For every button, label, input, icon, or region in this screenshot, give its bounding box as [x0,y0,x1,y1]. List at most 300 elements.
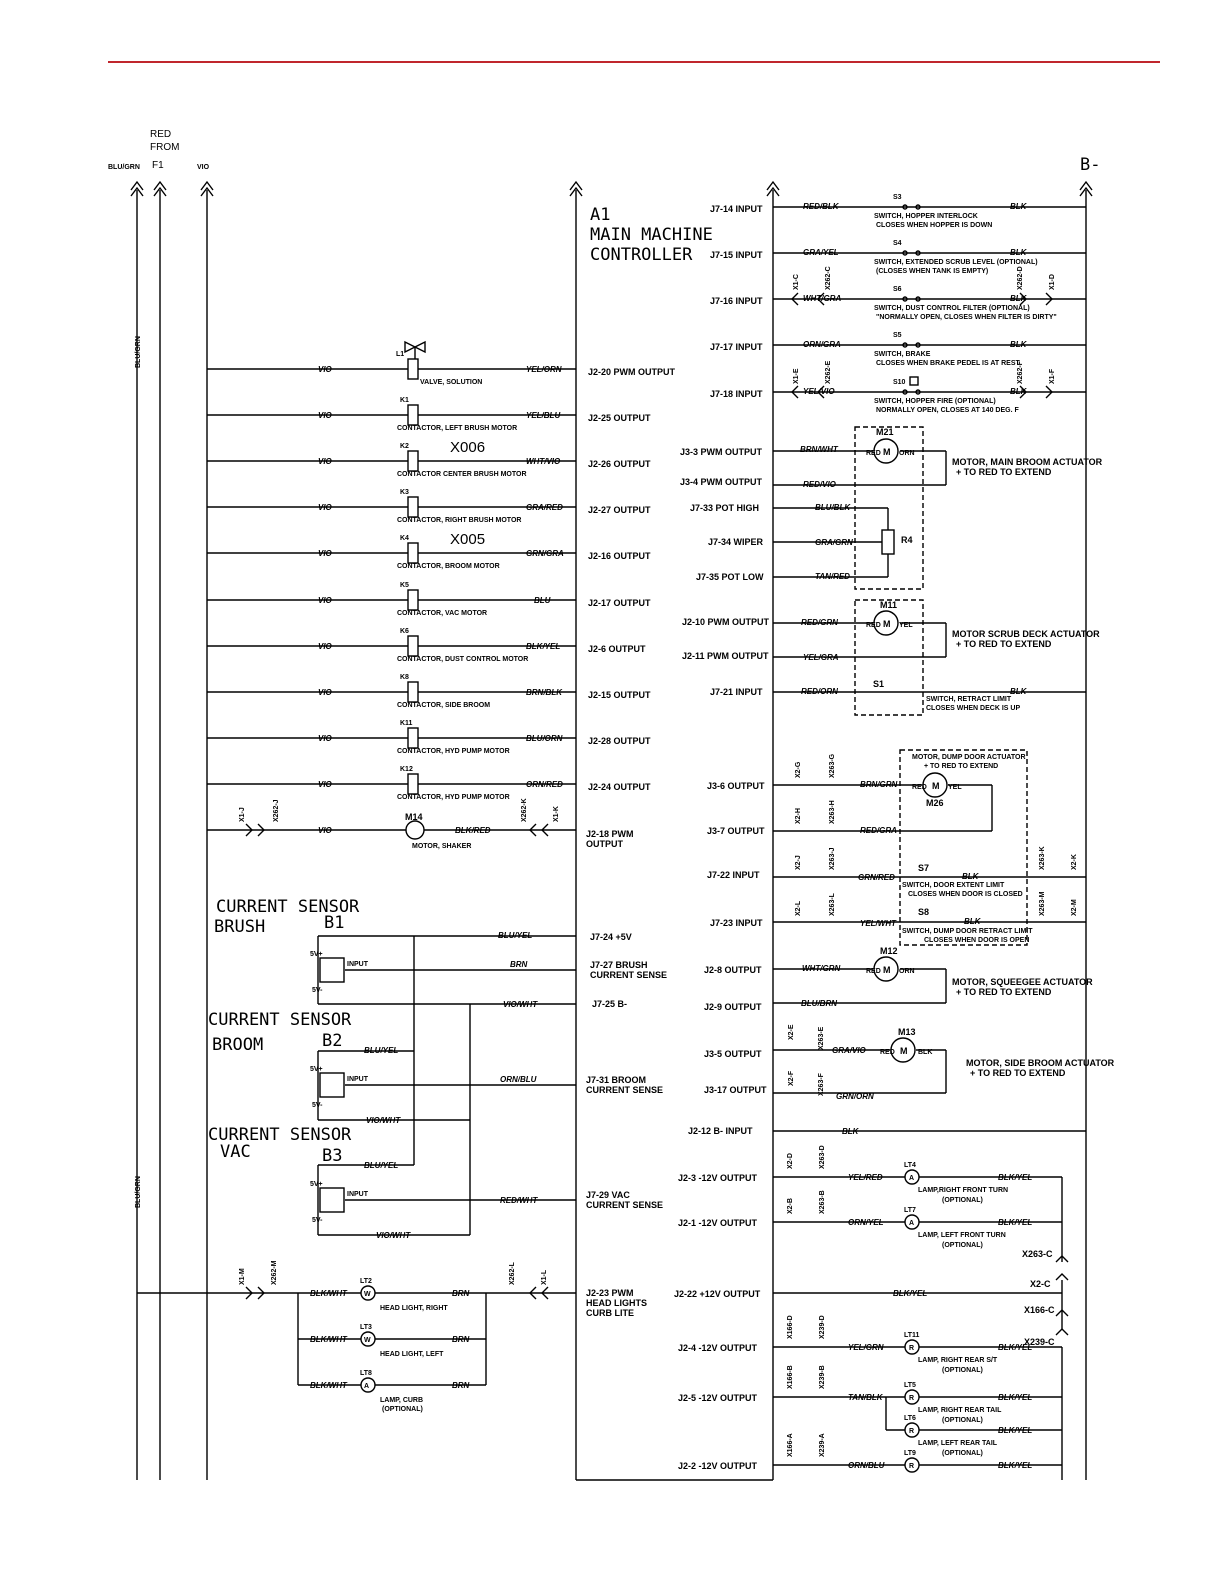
lamp-conn-1: X166-A [787,1433,794,1457]
m21-wire-2: RED/VIO [803,480,836,489]
controller-id: A1 [590,205,611,225]
vio-wire-label: VIO [318,549,332,558]
device-id: K2 [400,443,409,450]
device-id: K8 [400,674,409,681]
controller-output-label: J2-17 OUTPUT [588,598,651,608]
input-wire-left: YEL/VIO [803,387,835,396]
m11-wire-1: RED/GRN [801,618,838,627]
s8-desc-2: CLOSES WHEN DOOR IS OPEN [924,937,1030,944]
m13-red: RED [880,1049,895,1056]
s7-conn-2: X263-J [829,847,836,870]
switch-desc-1: SWITCH, HOPPER FIRE (OPTIONAL) [874,398,996,405]
vio-wire-label: VIO [318,642,332,651]
pot-wire-3: TAN/RED [815,572,850,581]
switch-desc-2: NORMALLY OPEN, CLOSES AT 140 DEG. F [876,407,1019,414]
switch-id: S3 [893,194,902,201]
lamp-output-label: J2-3 -12V OUTPUT [678,1173,758,1183]
device-id: K4 [400,535,409,542]
sensor-b1-title-2: BRUSH [214,917,266,937]
output-wire-label: BLK/YEL [526,642,561,651]
light-wire-in: BLK/WHT [310,1289,347,1298]
input-wire-left: WHT/GRA [803,294,842,303]
lamp-name: LAMP, RIGHT REAR S/T [918,1357,998,1364]
lamp-name: LAMP, LEFT FRONT TURN [918,1232,1006,1239]
controller-input-label: J7-18 INPUT [710,389,763,399]
conn-x262e: X262-E [825,360,832,384]
controller-output-label: J2-20 PWM OUTPUT [588,367,676,377]
s8-conn-3: X263-M [1039,891,1046,916]
conn-x1e: X1-E [793,368,800,384]
m21-desc-2: + TO RED TO EXTEND [956,467,1052,477]
lights-conn-x1l: X1-L [541,1269,548,1285]
switch-desc-1: SWITCH, DUST CONTROL FILTER (OPTIONAL) [874,305,1030,312]
switch-id: S5 [893,332,902,339]
s8-conn-1: X2-L [795,900,802,916]
sensor-b1-id: B1 [324,913,345,933]
light-optional: (OPTIONAL) [382,1406,423,1413]
light-wire-in: BLK/WHT [310,1381,347,1390]
s8-id: S8 [918,907,930,917]
conn-x2c: X2-C [1030,1279,1051,1289]
lamp-name: LAMP, RIGHT REAR TAIL [918,1407,1002,1414]
m26-conn-3: X2-H [795,808,802,824]
m11-id: M11 [880,600,898,610]
conn-x1f: X1-F [1049,368,1056,384]
lamp-id: LT7 [904,1207,916,1214]
m26-motor-m: M [932,781,940,791]
device-id: K11 [400,720,413,727]
s8-label: J7-23 INPUT [710,918,763,928]
s1-desc-2: CLOSES WHEN DECK IS UP [926,705,1021,712]
m26-yel: YEL [948,784,962,791]
m11-wire-2: YEL/GRA [803,653,839,662]
m26-desc-1: MOTOR, DUMP DOOR ACTUATOR [912,754,1026,761]
sensor-b1-title-1: CURRENT SENSOR [216,897,360,917]
input-wire-left: RED/BLK [803,202,839,211]
controller-input-label: J7-15 INPUT [710,250,763,260]
m13-desc-1: MOTOR, SIDE BROOM ACTUATOR [966,1058,1115,1068]
lamp-conn-1: X166-D [787,1315,794,1339]
sensor-b3-title-2: VAC [220,1142,251,1162]
light-id: LT3 [360,1324,372,1331]
shaker-conn-x262j: X262-J [273,799,280,822]
device-id: K5 [400,582,409,589]
bminus-input-label: J2-12 B- INPUT [688,1126,753,1136]
red-from-label-line2: FROM [150,142,180,153]
m21-id: M21 [876,427,894,437]
switch-id: S4 [893,240,902,247]
controller-output-label: J2-16 OUTPUT [588,551,651,561]
s7-wire-l: GRN/RED [858,873,895,882]
vio-wire-label: VIO [318,688,332,697]
s7-conn-4: X2-K [1071,854,1078,870]
m13-desc-2: + TO RED TO EXTEND [970,1068,1066,1078]
red-from-label-line1: RED [150,129,172,140]
sensor-b3-minus-wire: VIO/WHT [376,1231,411,1240]
switch-id: S10 [893,379,906,386]
lamp-output-label: J2-1 -12V OUTPUT [678,1218,758,1228]
m11-out-1: J2-10 PWM OUTPUT [682,617,770,627]
conn-x1c: X1-C [793,274,800,290]
shaker-conn-x1j: X1-J [239,807,246,822]
vio-wire-label: VIO [318,457,332,466]
m12-desc-2: + TO RED TO EXTEND [956,987,1052,997]
m12-id: M12 [880,946,898,956]
light-wire-in: BLK/WHT [310,1335,347,1344]
lights-label-1: J2-23 PWM [586,1288,634,1298]
bminus-sense-label: J7-25 B- [592,999,628,1009]
m21-motor-m: M [883,447,891,457]
m12-desc-1: MOTOR, SQUEEGEE ACTUATOR [952,977,1093,987]
shaker-output-label-2: OUTPUT [586,839,623,849]
device-id: K6 [400,628,409,635]
plus5-label: J7-24 +5V [590,932,632,942]
light-letter: W [364,1291,371,1298]
sensor-b2-plus-wire: BLU/YEL [364,1046,399,1055]
sensor-b2-id: B2 [322,1031,343,1051]
device-id: K12 [400,766,413,773]
lamp-optional: (OPTIONAL) [942,1417,983,1424]
m11-desc-2: + TO RED TO EXTEND [956,639,1052,649]
sensor-b2-title-1: CURRENT SENSOR [208,1010,352,1030]
lamp-wire-left: YEL/GRN [848,1343,884,1352]
sensor-b2-label-2: CURRENT SENSE [586,1085,664,1095]
lamp-conn-2: X239-D [819,1315,826,1339]
lamp-wire-right: BLK/YEL [998,1218,1033,1227]
option-mark-x005: X005 [450,531,486,548]
controller-name-line2: CONTROLLER [590,245,693,265]
sensor-b2-plus: 5V+ [310,1066,323,1073]
s7-desc-2: CLOSES WHEN DOOR IS CLOSED [908,891,1023,898]
plus12-wire: BLK/YEL [893,1289,928,1298]
m21-wire-1: BRN/WHT [800,445,838,454]
m13-conn-4: X263-F [818,1073,825,1096]
m13-conn-2: X263-E [818,1026,825,1050]
lamp-wire-right: BLK/YEL [998,1426,1033,1435]
plus12-label: J2-22 +12V OUTPUT [674,1289,761,1299]
m12-wire-2: BLU/BRN [801,999,837,1008]
m26-id: M26 [926,798,944,808]
output-wire-label: WHT/VIO [526,457,561,466]
lamp-id: LT11 [904,1332,920,1339]
input-wire-right: BLK [1010,294,1027,303]
device-id: K3 [400,489,409,496]
lamp-wire-left: ORN/YEL [848,1218,884,1227]
s7-label: J7-22 INPUT [707,870,760,880]
device-label: CONTACTOR, HYD PUMP MOTOR [397,794,510,801]
bminus-sense-wire: VIO/WHT [503,1000,538,1009]
sensor-b1-wire: BRN [510,960,528,969]
sensor-b3-plus: 5V+ [310,1181,323,1188]
m11-motor-m: M [883,619,891,629]
lamp-id: LT9 [904,1450,916,1457]
lamp-letter: R [909,1428,915,1435]
controller-output-label: J2-24 OUTPUT [588,782,651,792]
m13-out-2: J3-17 OUTPUT [704,1085,767,1095]
lamp-id: LT5 [904,1382,916,1389]
m26-wire-1: BRN/GRN [860,780,898,789]
lamp-conn-1: X2-B [787,1198,794,1214]
lamp-conn-2: X239-A [819,1433,826,1457]
blu-grn-side-label-2: BLU/GRN [135,1176,142,1208]
lamp-optional: (OPTIONAL) [942,1450,983,1457]
output-wire-label: GRA/RED [526,503,563,512]
controller-output-label: J2-27 OUTPUT [588,505,651,515]
output-wire-label: YEL/BLU [526,411,561,420]
lamp-wire-left: TAN/BLK [848,1393,883,1402]
sensor-b1-input: INPUT [347,961,368,968]
sensor-b3-plus-wire: BLU/YEL [364,1161,399,1170]
switch-desc-2: "NORMALLY OPEN, CLOSES WHEN FILTER IS DIRTY" [876,314,1057,321]
lamp-optional: (OPTIONAL) [942,1367,983,1374]
m12-red: RED [866,968,881,975]
sensor-b2-minus-wire: VIO/WHT [366,1116,401,1125]
lamp-output-label: J2-2 -12V OUTPUT [678,1461,758,1471]
s8-wire-l: YEL/WHT [860,919,896,928]
output-wire-label: ORN/RED [526,780,563,789]
s8-conn-4: X2-M [1071,899,1078,916]
output-wire-label: BLU/ORN [526,734,563,743]
controller-output-label: J2-15 OUTPUT [588,690,651,700]
bminus-input-wire: BLK [842,1127,859,1136]
m26-conn-2: X263-G [829,753,836,778]
lamp-wire-right: BLK/YEL [998,1343,1033,1352]
m21-orn: ORN [899,450,915,457]
shaker-conn-x1k: X1-K [553,806,560,822]
lamp-wire-left: ORN/BLU [848,1461,885,1470]
sensor-b3-minus: 5V- [312,1217,323,1224]
s7-desc-1: SWITCH, DOOR EXTENT LIMIT [902,882,1005,889]
m11-desc-1: MOTOR SCRUB DECK ACTUATOR [952,629,1100,639]
switch-desc-1: SWITCH, HOPPER INTERLOCK [874,213,978,220]
blu-grn-rail-label: BLU/GRN [108,164,140,171]
sensor-b3-label-1: J7-29 VAC [586,1190,630,1200]
m21-desc-1: MOTOR, MAIN BROOM ACTUATOR [952,457,1103,467]
shaker-device-id: M14 [405,812,423,822]
m26-out-2: J3-7 OUTPUT [707,826,765,836]
lamp-conn-1: X166-B [787,1365,794,1389]
switch-desc-1: SWITCH, BRAKE [874,351,931,358]
sensor-b1-label-2: CURRENT SENSE [590,970,668,980]
sensor-b2-minus: 5V- [312,1102,323,1109]
sensor-b1-label-1: J7-27 BRUSH [590,960,648,970]
lights-conn-x262l: X262-L [509,1262,516,1285]
light-letter: A [364,1383,370,1390]
pot-id: R4 [901,535,913,545]
sensor-b3-title-1: CURRENT SENSOR [208,1125,352,1145]
lamp-id: LT4 [904,1162,916,1169]
lamp-name: LAMP, LEFT REAR TAIL [918,1440,998,1447]
lamp-letter: A [909,1175,915,1182]
option-mark-x006: X006 [450,439,486,456]
device-label: CONTACTOR, VAC MOTOR [397,610,488,617]
s8-wire-r: BLK [964,917,981,926]
shaker-output-label-1: J2-18 PWM [586,829,634,839]
m13-conn-1: X2-E [788,1024,795,1040]
vio-wire-label: VIO [318,503,332,512]
controller-input-label: J7-16 INPUT [710,296,763,306]
output-wire-label: GRN/GRA [526,549,564,558]
controller-output-label: J2-6 OUTPUT [588,644,646,654]
device-label: CONTACTOR CENTER BRUSH MOTOR [397,471,527,478]
device-id: L1 [396,351,405,358]
m26-desc-2: + TO RED TO EXTEND [924,763,999,770]
input-wire-left: ORN/GRA [803,340,841,349]
m12-orn: ORN [899,968,915,975]
pot-low-label: J7-35 POT LOW [696,572,764,582]
lamp-letter: R [909,1345,915,1352]
s7-conn-3: X263-K [1039,846,1046,870]
m13-blk: BLK [918,1049,933,1056]
vio-wire-label: VIO [318,780,332,789]
conn-x262f: X262-F [1017,361,1024,384]
m26-red: RED [912,784,927,791]
lamp-letter: A [909,1220,915,1227]
controller-input-label: J7-17 INPUT [710,342,763,352]
sensor-b1-plus: 5V+ [310,951,323,958]
switch-desc-2: CLOSES WHEN BRAKE PEDEL IS AT REST [876,360,1020,367]
lamp-output-label: J2-4 -12V OUTPUT [678,1343,758,1353]
light-name: HEAD LIGHT, RIGHT [380,1305,448,1312]
shaker-vio-label: VIO [318,826,332,835]
blu-grn-side-label: BLU/GRN [135,336,142,368]
vio-rail-label: VIO [197,164,210,171]
sensor-b2-input: INPUT [347,1076,368,1083]
light-id: LT2 [360,1278,372,1285]
light-letter: W [364,1337,371,1344]
lamp-output-label: J2-5 -12V OUTPUT [678,1393,758,1403]
sensor-b1-minus: 5V- [312,987,323,994]
switch-desc-1: SWITCH, EXTENDED SCRUB LEVEL (OPTIONAL) [874,259,1038,266]
sensor-b3-wire: RED/WHT [500,1196,538,1205]
lamp-wire-right: BLK/YEL [998,1173,1033,1182]
lamp-conn-1: X2-D [787,1153,794,1169]
device-label: CONTACTOR, LEFT BRUSH MOTOR [397,425,518,432]
pot-wiper-label: J7-34 WIPER [708,537,764,547]
output-wire-label: BRN/BLK [526,688,562,697]
switch-id: S6 [893,286,902,293]
lights-label-3: CURB LITE [586,1308,634,1318]
shaker-wire-label: BLK/RED [455,826,491,835]
lamp-name: LAMP,RIGHT FRONT TURN [918,1187,1009,1194]
conn-x239c: X239-C [1024,1337,1055,1347]
m12-out-2: J2-9 OUTPUT [704,1002,762,1012]
shaker-conn-x262k: X262-K [521,798,528,822]
device-label: CONTACTOR, DUST CONTROL MOTOR [397,656,529,663]
lamp-wire-right: BLK/YEL [998,1461,1033,1470]
lamp-letter: R [909,1463,915,1470]
device-label: CONTACTOR, RIGHT BRUSH MOTOR [397,517,522,524]
conn-x262d: X262-D [1017,266,1024,290]
s1-id: S1 [873,679,885,689]
sensor-b3-id: B3 [322,1146,343,1166]
shaker-device-label: MOTOR, SHAKER [412,843,472,850]
sensor-b2-label-1: J7-31 BROOM [586,1075,647,1085]
sensor-b2-wire: ORN/BLU [500,1075,537,1084]
m26-conn-4: X263-H [829,800,836,824]
lamp-id: LT6 [904,1415,916,1422]
light-id: LT8 [360,1370,372,1377]
lamp-letter: R [909,1395,915,1402]
b-minus-rail-label: B- [1080,155,1101,175]
m12-wire-1: WHT/GRN [802,964,841,973]
vio-wire-label: VIO [318,734,332,743]
controller-input-label: J7-14 INPUT [710,204,763,214]
m11-yel: YEL [899,622,913,629]
conn-x262c: X262-C [825,266,832,290]
m13-wire-1: GRA/VIO [832,1046,866,1055]
pot-wire-1: BLU/BLK [815,503,851,512]
conn-x1d: X1-D [1049,274,1056,290]
controller-output-label: J2-26 OUTPUT [588,459,651,469]
light-wire-out: BRN [452,1289,470,1298]
light-wire-out: BRN [452,1335,470,1344]
m11-out-2: J2-11 PWM OUTPUT [682,651,769,661]
s7-id: S7 [918,863,930,873]
pot-high-label: J7-33 POT HIGH [690,503,760,513]
lamp-optional: (OPTIONAL) [942,1197,983,1204]
input-wire-right: BLK [1010,340,1027,349]
s1-label: J7-21 INPUT [710,687,763,697]
lights-conn-x262m: X262-M [271,1260,278,1285]
lights-label-2: HEAD LIGHTS [586,1298,648,1308]
lights-conn-x1m: X1-M [239,1268,246,1285]
s1-wire-r: BLK [1010,687,1027,696]
switch-desc-2: CLOSES WHEN HOPPER IS DOWN [876,222,993,229]
s1-desc-1: SWITCH, RETRACT LIMIT [926,696,1012,703]
s8-desc-1: SWITCH, DUMP DOOR RETRACT LIMIT [902,928,1033,935]
m11-red: RED [866,622,881,629]
m26-wire-2: RED/GRA [860,826,897,835]
device-label: CONTACTOR, BROOM MOTOR [397,563,500,570]
lamp-conn-2: X239-B [819,1365,826,1389]
device-label: VALVE, SOLUTION [420,379,483,386]
sensor-b3-input: INPUT [347,1191,368,1198]
lamp-conn-2: X263-B [819,1190,826,1214]
m12-out-1: J2-8 OUTPUT [704,965,762,975]
output-wire-label: YEL/ORN [526,365,562,374]
controller-output-label: J2-28 OUTPUT [588,736,651,746]
pot-wire-2: GRA/GRN [815,538,853,547]
device-label: CONTACTOR, SIDE BROOM [397,702,491,709]
lamp-wire-right: BLK/YEL [998,1393,1033,1402]
controller-output-label: J2-25 OUTPUT [588,413,651,423]
light-name: LAMP, CURB [380,1397,424,1404]
light-name: HEAD LIGHT, LEFT [380,1351,444,1358]
s7-conn-1: X2-J [795,855,802,870]
s8-conn-2: X263-L [829,893,836,916]
m21-red: RED [866,450,881,457]
input-wire-right: BLK [1010,387,1027,396]
m26-conn-1: X2-G [795,761,802,778]
vio-wire-label: VIO [318,411,332,420]
m21-out-1: J3-3 PWM OUTPUT [680,447,763,457]
conn-x263c: X263-C [1022,1249,1053,1259]
m13-conn-3: X2-F [788,1070,795,1086]
vio-wire-label: VIO [318,365,332,374]
lamp-optional: (OPTIONAL) [942,1242,983,1249]
controller-name-line1: MAIN MACHINE [590,225,713,245]
conn-x166c: X166-C [1024,1305,1055,1315]
switch-desc-2: (CLOSES WHEN TANK IS EMPTY) [876,268,989,275]
plus5-wire: BLU/YEL [498,931,533,940]
light-wire-out: BRN [452,1381,470,1390]
input-wire-right: BLK [1010,202,1027,211]
m13-id: M13 [898,1027,916,1037]
m13-motor-m: M [900,1046,908,1056]
lamp-conn-2: X263-D [819,1145,826,1169]
device-label: CONTACTOR, HYD PUMP MOTOR [397,748,510,755]
